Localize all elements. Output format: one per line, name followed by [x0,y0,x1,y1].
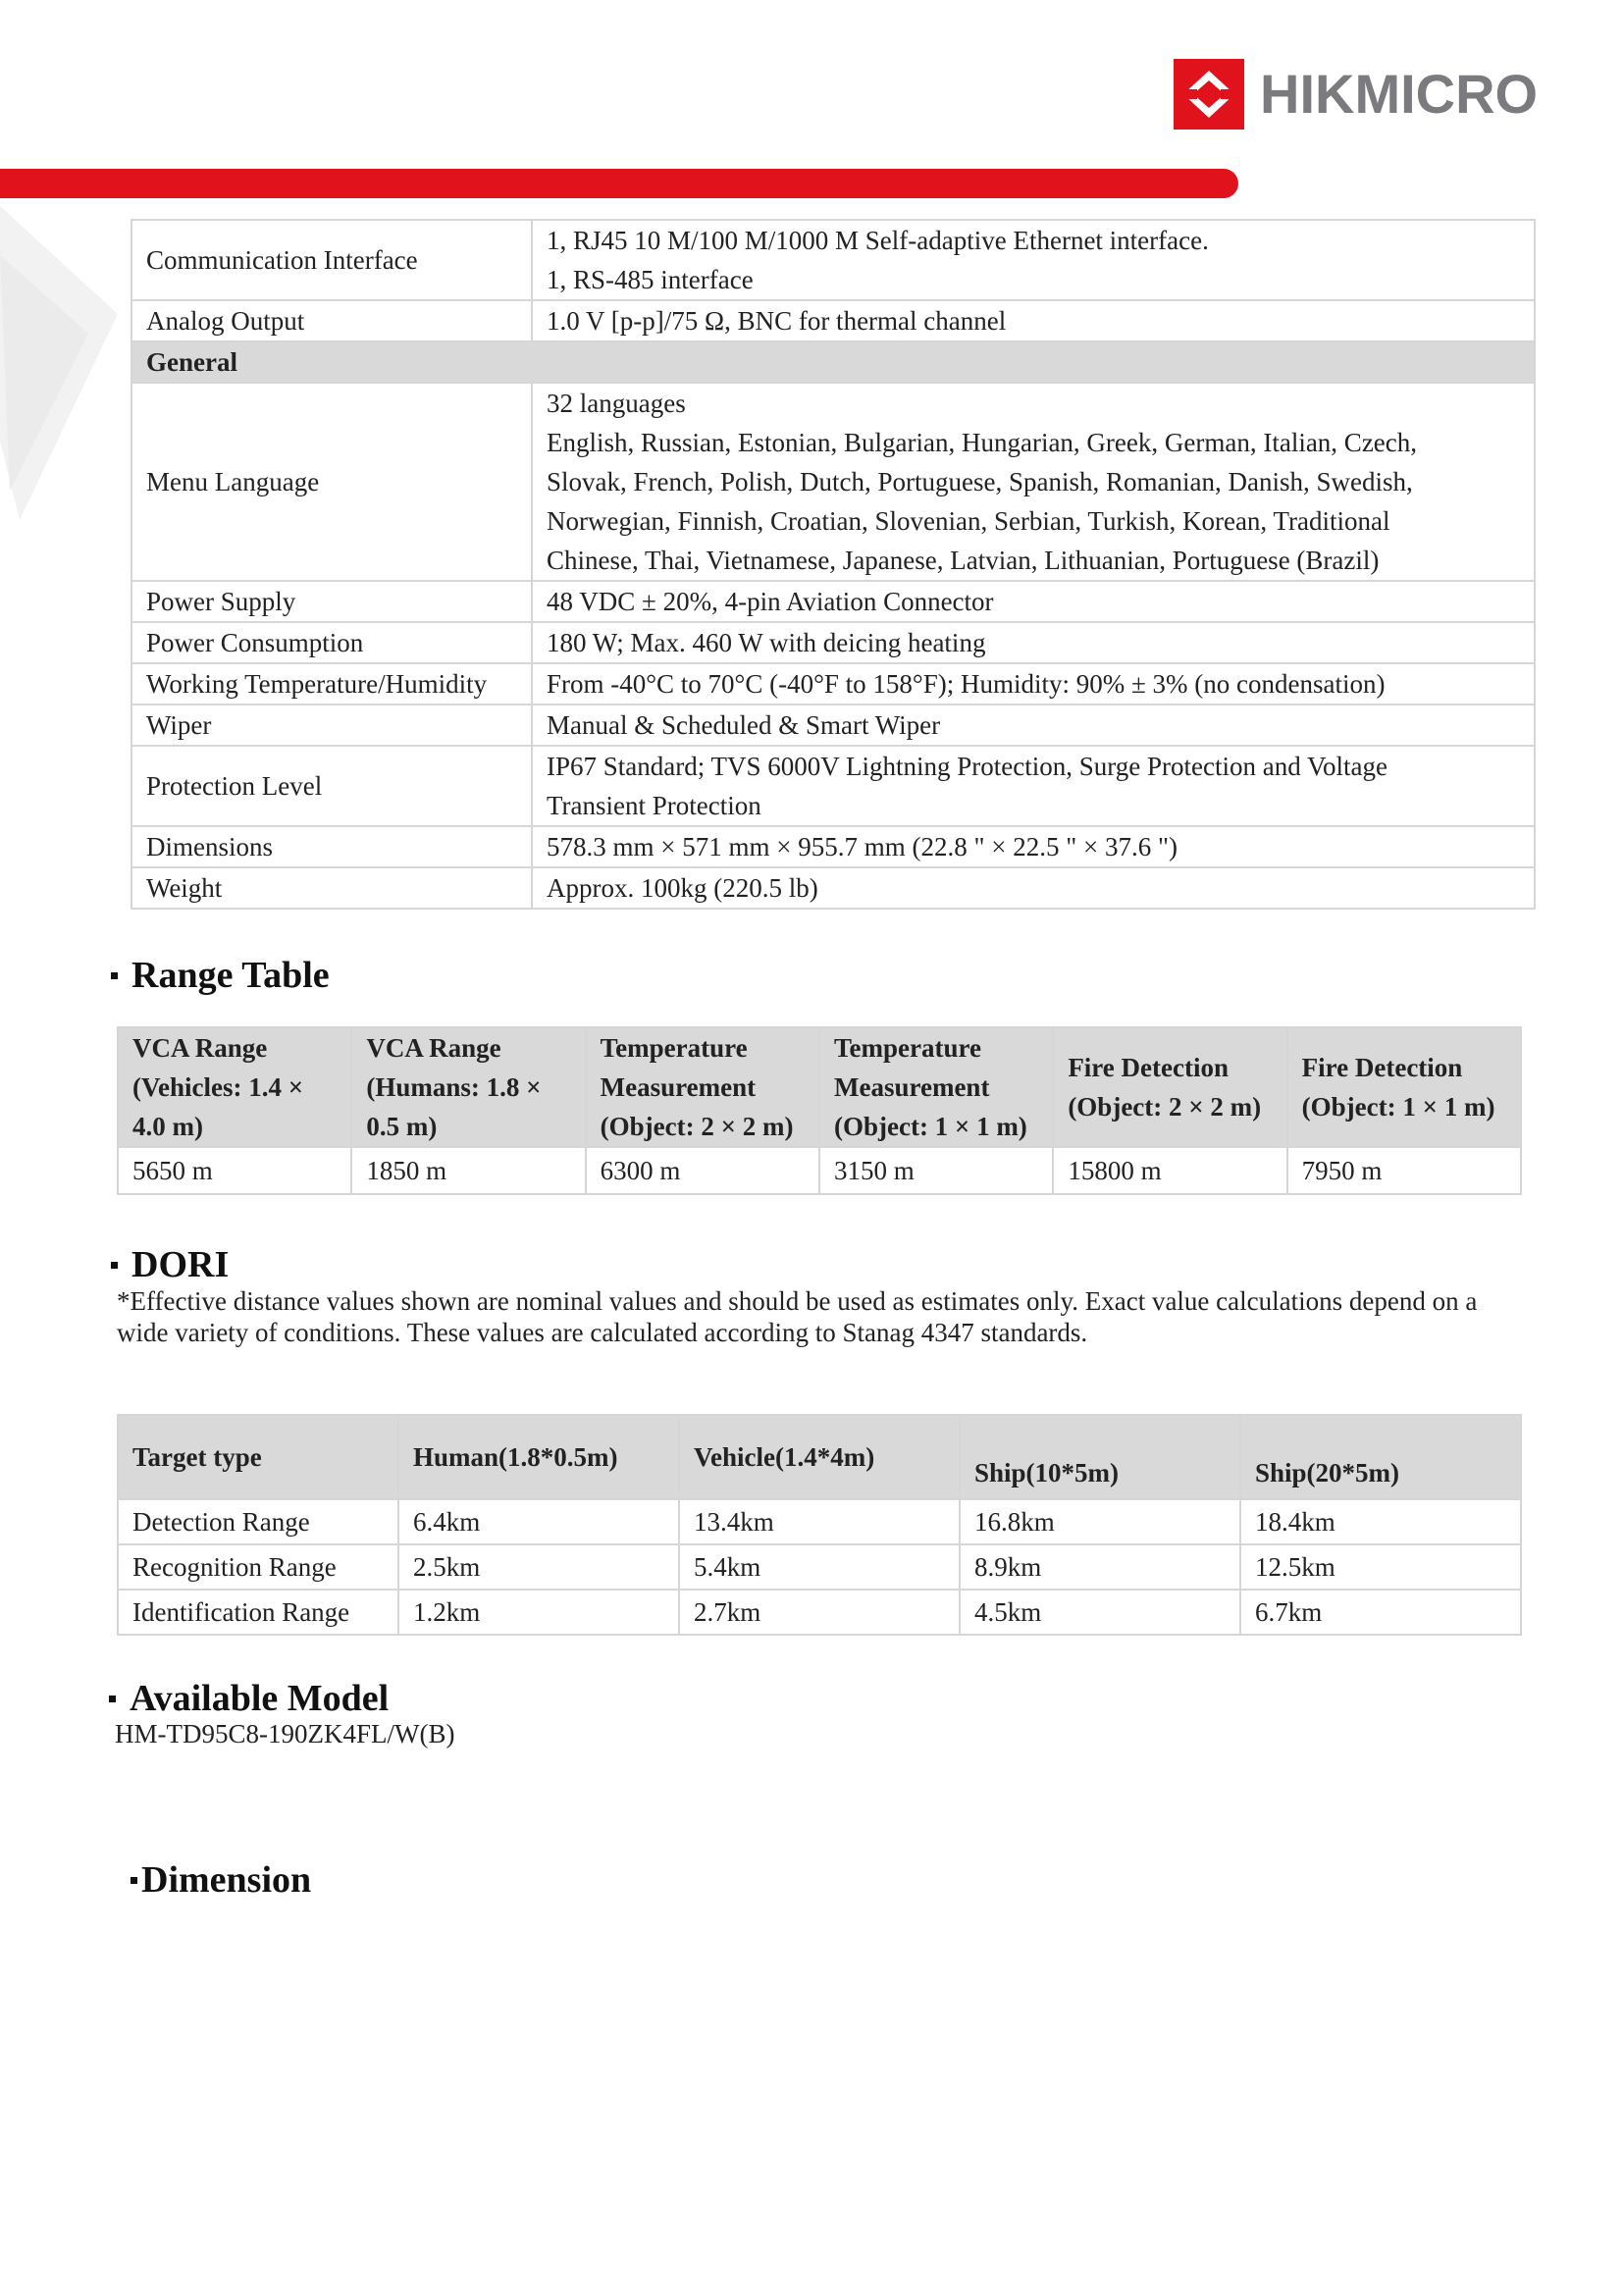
dimension-heading [131,1861,311,1899]
spec-value-line: 32 languages [547,389,686,418]
dori-row [118,1499,1521,1544]
spec-row [131,300,1535,341]
range-header-line: Fire Detection [1301,1053,1463,1082]
spec-label: Menu Language [131,383,532,581]
range-header-line: (Object: 2 × 2 m) [600,1112,794,1141]
spec-table [131,219,1536,910]
dori-cell: 5.4km [679,1544,960,1590]
spec-value: Manual & Scheduled & Smart Wiper [532,704,1535,746]
dori-cell: Recognition Range [118,1544,398,1590]
range-header-line: 0.5 m) [366,1112,438,1141]
dori-cell: 12.5km [1240,1544,1521,1590]
range-value-cell: 5650 m [118,1147,351,1194]
dori-heading [111,1246,229,1283]
range-header-line: Measurement [600,1072,757,1102]
range-header-line: Measurement [833,1072,990,1102]
range-header-line: (Object: 1 × 1 m) [833,1112,1027,1141]
range-value-row [118,1147,1521,1194]
dimension-title: Dimension [141,1859,312,1901]
range-header-line: (Object: 2 × 2 m) [1068,1092,1262,1122]
spec-value [532,746,1535,826]
range-value-cell: 3150 m [819,1147,1053,1194]
brand-logo [1174,57,1538,130]
available-model-title: Available Model [130,1678,390,1719]
spec-row [131,383,1535,581]
dori-cell: 4.5km [960,1590,1240,1635]
range-header-line: Temperature [600,1033,748,1063]
range-header-line: (Vehicles: 1.4 × [132,1072,304,1102]
spec-value-line: Transient Protection [547,791,761,820]
spec-value-line: 1, RJ45 10 M/100 M/1000 M Self-adaptive Ethernet interface. [547,226,1209,255]
range-value-cell: 7950 m [1287,1147,1521,1194]
spec-value: 48 VDC ± 20%, 4-pin Aviation Connector [532,581,1535,622]
available-model-heading [109,1680,389,1717]
range-header-line: VCA Range [366,1033,501,1063]
dori-cell: 13.4km [679,1499,960,1544]
bullet-square-icon [111,1262,118,1269]
dori-cell: 1.2km [398,1590,679,1635]
dori-row [118,1544,1521,1590]
dori-title: DORI [131,1244,230,1285]
range-header-cell [351,1027,585,1147]
spec-value-line: 1, RS-485 interface [547,265,754,294]
bullet-square-icon [131,1877,137,1884]
dori-cell: 16.8km [960,1499,1240,1544]
range-header-line: VCA Range [132,1033,268,1063]
spec-label: Protection Level [131,746,532,826]
dori-cell: 8.9km [960,1544,1240,1590]
dori-cell: 6.7km [1240,1590,1521,1635]
dori-note: *Effective distance values shown are nominal values and should be used as estimates only. Exact value calculations depend on a wide variety of conditions. These values are calculated according to Stanag 4347 standards. [117,1286,1478,1347]
spec-value: 578.3 mm × 571 mm × 955.7 mm (22.8 " × 22.5 " × 37.6 ") [532,826,1535,867]
spec-row [131,622,1535,663]
dori-header-cell: Target type [118,1415,398,1499]
header-red-bar [0,169,1238,198]
spec-row [131,867,1535,909]
spec-label: Communication Interface [131,220,532,300]
spec-row [131,220,1535,300]
hikmicro-logo-icon [1174,59,1244,130]
spec-value [532,220,1535,300]
dori-cell: 18.4km [1240,1499,1521,1544]
range-table-title: Range Table [131,955,330,996]
spec-label: Analog Output [131,300,532,341]
decorative-watermark [0,196,128,530]
spec-value-line: Slovak, French, Polish, Dutch, Portuguese, Spanish, Romanian, Danish, Swedish, [547,467,1413,496]
spec-label: Power Consumption [131,622,532,663]
spec-value [532,383,1535,581]
dori-cell: 2.5km [398,1544,679,1590]
range-header-line: (Object: 1 × 1 m) [1301,1092,1495,1122]
spec-value-line: English, Russian, Estonian, Bulgarian, Hungarian, Greek, German, Italian, Czech, [547,428,1418,457]
spec-label: Weight [131,867,532,909]
spec-value: Approx. 100kg (220.5 lb) [532,867,1535,909]
range-header-line: (Humans: 1.8 × [366,1072,542,1102]
range-value-cell: 1850 m [351,1147,585,1194]
range-header-cell [819,1027,1053,1147]
spec-value: From -40°C to 70°C (-40°F to 158°F); Humidity: 90% ± 3% (no condensation) [532,663,1535,704]
dori-table [117,1414,1522,1636]
dori-cell: 6.4km [398,1499,679,1544]
spec-row [131,826,1535,867]
spec-label: Dimensions [131,826,532,867]
spec-value-line: IP67 Standard; TVS 6000V Lightning Protection, Surge Protection and Voltage [547,752,1387,781]
model-number: HM-TD95C8-190ZK4FL/W(B) [115,1719,455,1748]
spec-label: Power Supply [131,581,532,622]
range-table-heading [111,957,330,994]
spec-row [131,704,1535,746]
dori-header-cell: Vehicle(1.4*4m) [679,1415,960,1499]
dori-cell: Detection Range [118,1499,398,1544]
spec-value-line: Norwegian, Finnish, Croatian, Slovenian, Serbian, Turkish, Korean, Traditional [547,506,1390,536]
spec-row [131,581,1535,622]
spec-section-title: General [131,341,1535,383]
dori-header-cell: Ship(20*5m) [1240,1415,1521,1499]
dori-header-row [118,1415,1521,1499]
range-table [117,1026,1522,1195]
range-header-cell [1287,1027,1521,1147]
spec-label: Working Temperature/Humidity [131,663,532,704]
range-header-line: Temperature [833,1033,981,1063]
spec-section-row [131,341,1535,383]
dori-cell: Identification Range [118,1590,398,1635]
range-value-cell: 15800 m [1053,1147,1286,1194]
spec-label: Wiper [131,704,532,746]
range-header-row [118,1027,1521,1147]
range-header-cell [118,1027,351,1147]
spec-value-line: Chinese, Thai, Vietnamese, Japanese, Latvian, Lithuanian, Portuguese (Brazil) [547,546,1380,575]
dori-cell: 2.7km [679,1590,960,1635]
dori-row [118,1590,1521,1635]
dori-header-cell: Human(1.8*0.5m) [398,1415,679,1499]
bullet-square-icon [109,1696,116,1702]
brand-name: HIKMICRO [1260,62,1539,125]
range-value-cell: 6300 m [586,1147,819,1194]
range-header-line: Fire Detection [1068,1053,1229,1082]
range-header-line: 4.0 m) [132,1112,203,1141]
range-header-cell [1053,1027,1286,1147]
spec-row [131,663,1535,704]
spec-value: 1.0 V [p-p]/75 Ω, BNC for thermal channel [532,300,1535,341]
dori-header-cell: Ship(10*5m) [960,1415,1240,1499]
spec-row [131,746,1535,826]
spec-value: 180 W; Max. 460 W with deicing heating [532,622,1535,663]
range-header-cell [586,1027,819,1147]
bullet-square-icon [111,972,118,979]
